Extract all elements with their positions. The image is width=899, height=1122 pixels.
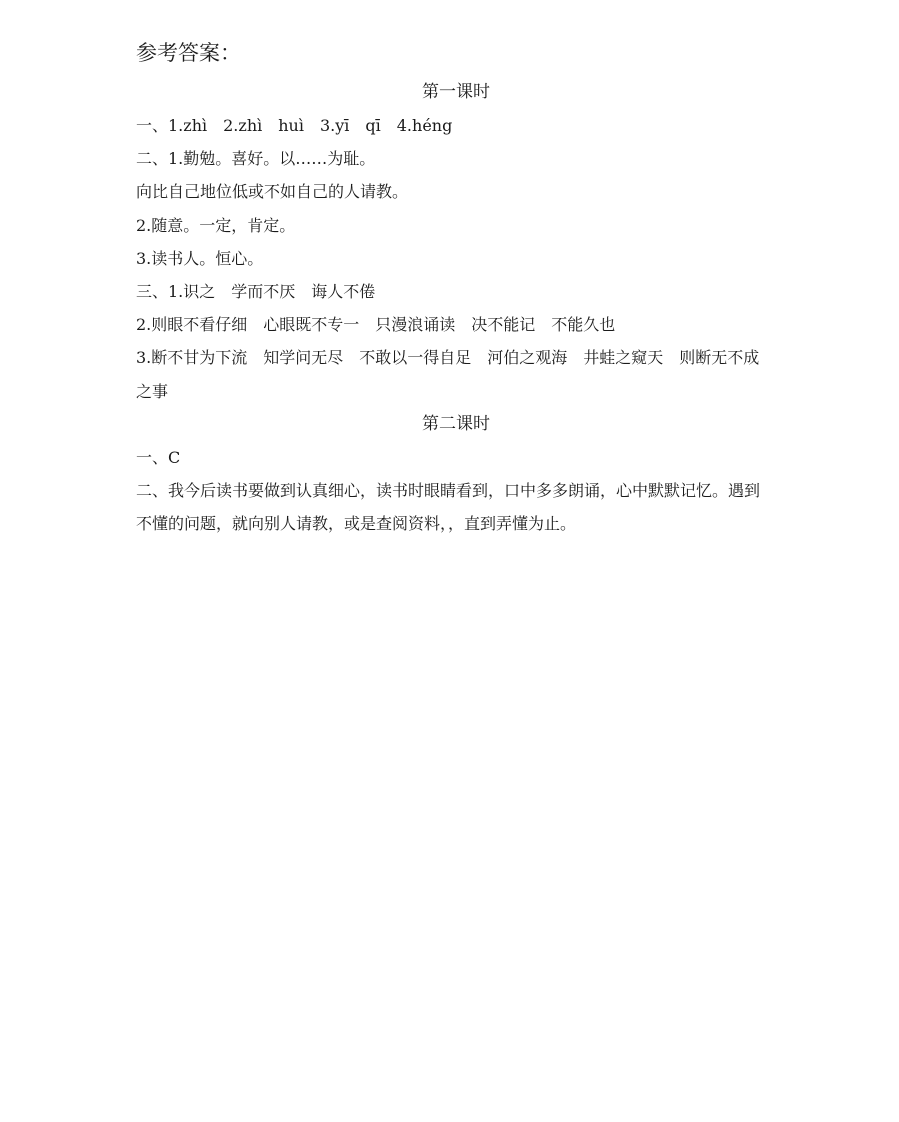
answer-line: 三、1.识之 学而不厌 诲人不倦 xyxy=(136,282,376,302)
section-heading: 第一课时 xyxy=(422,82,490,102)
answer-sheet xyxy=(136,36,766,540)
answer-line: 向比自己地位低或不如自己的人请教。 xyxy=(136,182,409,202)
answer-line: 3.断不甘为下流 知学问无尽 不敢以一得自足 河伯之观海 井蛙之窥天 则断无不成之事 xyxy=(136,348,760,401)
section-lesson-1 xyxy=(136,76,766,408)
answer-line: 一、1.zhì 2.zhì huì 3.yī qī 4.héng xyxy=(136,116,453,135)
answer-line: 一、C xyxy=(136,447,181,467)
answer-line: 3.读书人。恒心。 xyxy=(136,248,264,268)
answer-line: 二、1.勤勉。喜好。以……为耻。 xyxy=(136,149,376,169)
page-title: 参考答案： xyxy=(136,41,241,65)
answer-line: 2.随意。一定，肯定。 xyxy=(136,215,296,235)
answer-line: 二、我今后读书要做到认真细心，读书时眼睛看到，口中多多朗诵，心中默默记忆。遇到不懂的问题，就向别人请教，或是查阅资料，，直到弄懂为止。 xyxy=(136,481,761,534)
section-heading: 第二课时 xyxy=(422,413,490,434)
answer-line: 2.则眼不看仔细 心眼既不专一 只漫浪诵读 决不能记 不能久也 xyxy=(136,315,616,335)
section-lesson-2 xyxy=(136,408,766,541)
